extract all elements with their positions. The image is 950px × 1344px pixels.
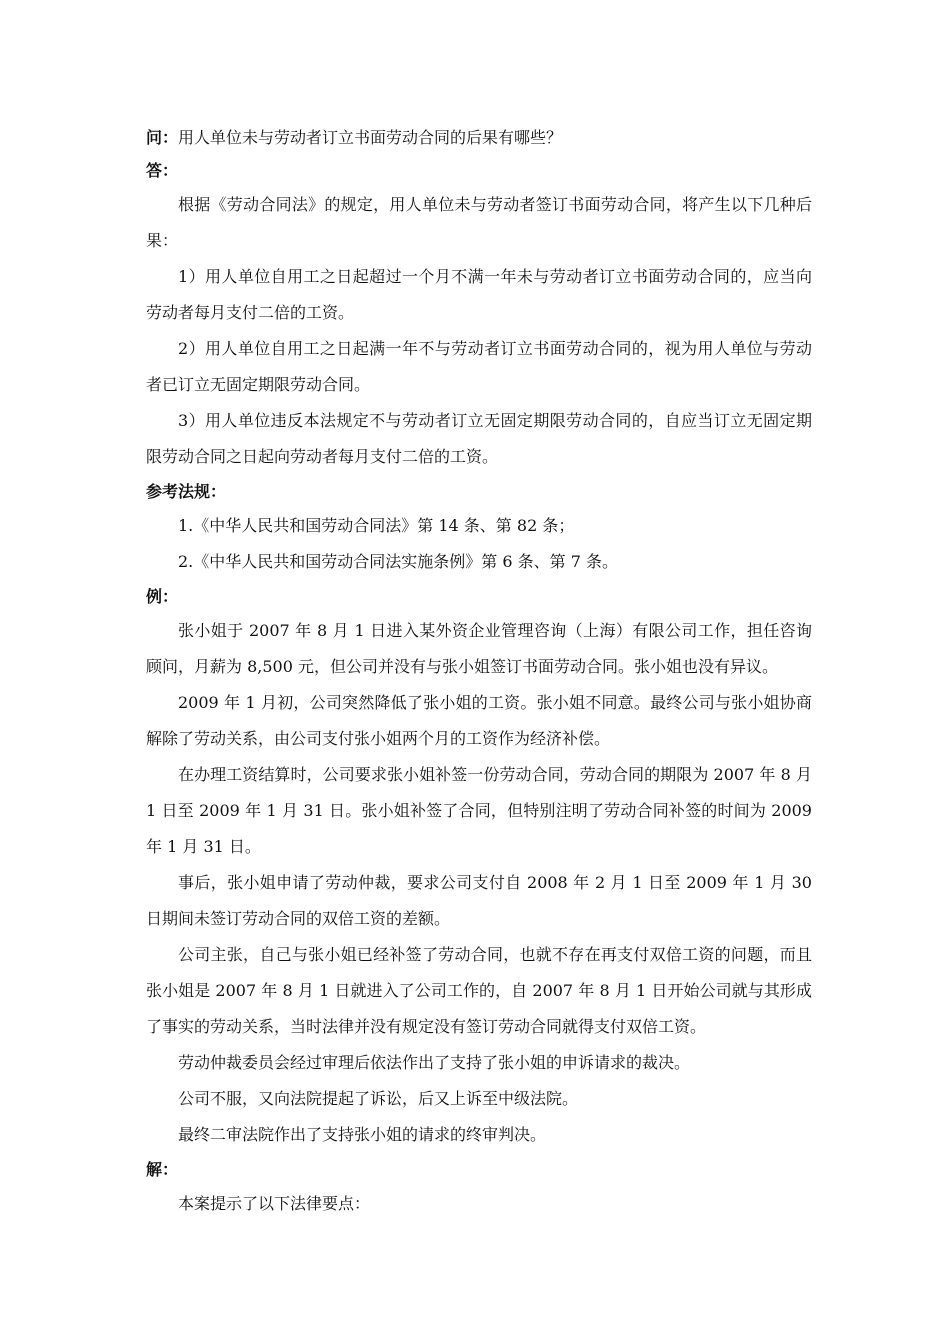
references-label: 参考法规： <box>146 482 227 501</box>
example-paragraph-3: 在办理工资结算时，公司要求张小姐补签一份劳动合同，劳动合同的期限为 2007 年 8 月 1 日至 2009 年 1 月 31 日。张小姐补签了合同，但特别注明了劳动合同补签的时间为 2009 年 1 月 31 日。 <box>146 765 812 856</box>
example-paragraph-8: 最终二审法院作出了支持张小姐的请求的终审判决。 <box>178 1125 547 1144</box>
answer-item-2: 2）用人单位自用工之日起满一年不与劳动者订立书面劳动合同的，视为用人单位与劳动者已订立无固定期限劳动合同。 <box>146 339 812 394</box>
example-label: 例： <box>146 587 179 606</box>
reference-item-2: 2.《中华人民共和国劳动合同法实施条例》第 6 条、第 7 条。 <box>178 552 618 571</box>
question-text: 用人单位未与劳动者订立书面劳动合同的后果有哪些？ <box>178 128 563 147</box>
answer-item-1: 1）用人单位自用工之日起超过一个月不满一年未与劳动者订立书面劳动合同的，应当向劳动者每月支付二倍的工资。 <box>146 267 812 322</box>
example-paragraph-2: 2009 年 1 月初，公司突然降低了张小姐的工资。张小姐不同意。最终公司与张小姐协商解除了劳动关系，由公司支付张小姐两个月的工资作为经济补偿。 <box>146 693 812 748</box>
document-body <box>146 121 812 1222</box>
solution-label: 解： <box>146 1160 179 1179</box>
example-paragraph-1: 张小姐于 2007 年 8 月 1 日进入某外资企业管理咨询（上海）有限公司工作，担任咨询顾问，月薪为 8,500 元，但公司并没有与张小姐签订书面劳动合同。张小姐也没有异议。 <box>146 621 812 676</box>
answer-label: 答： <box>146 161 179 180</box>
example-paragraph-5: 公司主张，自己与张小姐已经补签了劳动合同，也就不存在再支付双倍工资的问题，而且张小姐是 2007 年 8 月 1 日就进入了公司工作的，自 2007 年 8 月 1 日开始公司就与其形成了事实的劳动关系，当时法律并没有规定没有签订劳动合同就得支付双倍工资。 <box>146 945 812 1036</box>
answer-intro: 根据《劳动合同法》的规定，用人单位未与劳动者签订书面劳动合同，将产生以下几种后果： <box>146 195 812 250</box>
answer-item-3: 3）用人单位违反本法规定不与劳动者订立无固定期限劳动合同的，自应当订立无固定期限劳动合同之日起向劳动者每月支付二倍的工资。 <box>146 411 812 466</box>
question-line <box>146 121 812 154</box>
reference-item-1: 1.《中华人民共和国劳动合同法》第 14 条、第 82 条； <box>178 516 575 535</box>
question-label: 问： <box>146 128 179 147</box>
example-paragraph-4: 事后，张小姐申请了劳动仲裁，要求公司支付自 2008 年 2 月 1 日至 2009 年 1 月 30 日期间未签订劳动合同的双倍工资的差额。 <box>146 873 812 928</box>
solution-intro: 本案提示了以下法律要点： <box>178 1194 371 1213</box>
example-paragraph-6: 劳动仲裁委员会经过审理后依法作出了支持了张小姐的申诉请求的裁决。 <box>178 1053 691 1072</box>
example-paragraph-7: 公司不服，又向法院提起了诉讼，后又上诉至中级法院。 <box>178 1089 579 1108</box>
